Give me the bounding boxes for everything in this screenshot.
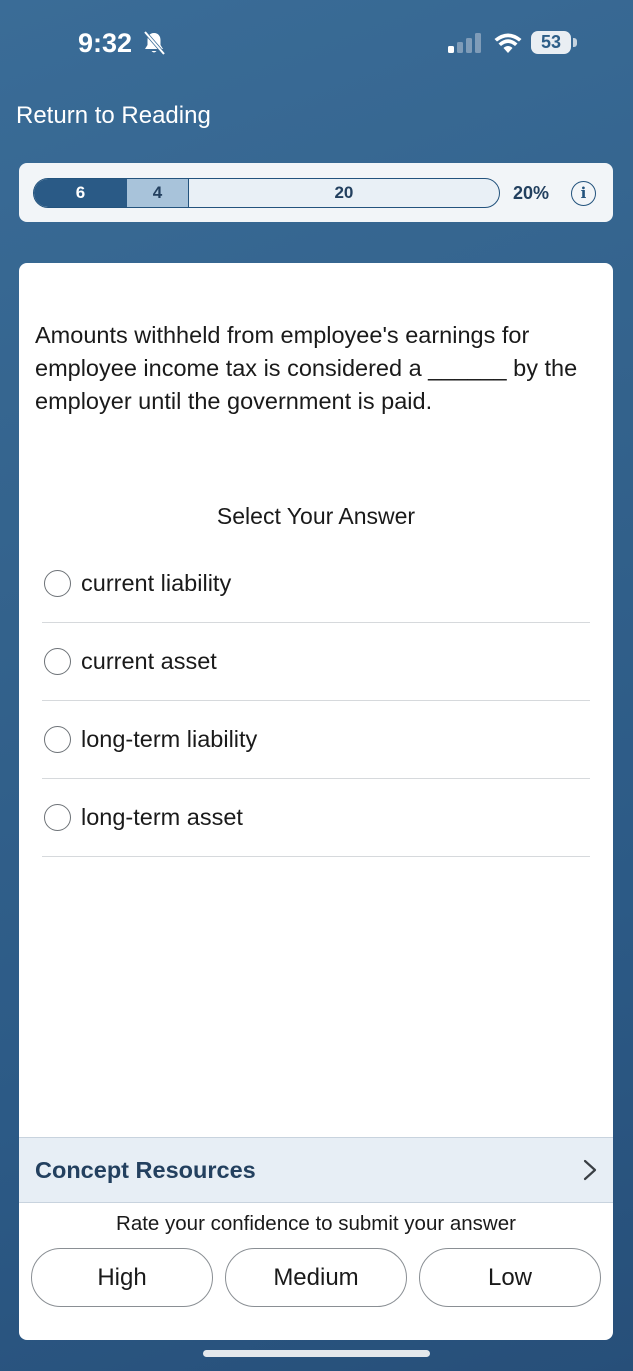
status-time: 9:32 — [78, 28, 133, 58]
answer-option-label: current liability — [81, 570, 232, 596]
concept-resources-label: Concept Resources — [35, 1156, 256, 1183]
select-answer-heading: Select Your Answer — [216, 503, 416, 529]
wifi-icon — [494, 32, 522, 54]
correct-count: 6 — [75, 183, 86, 202]
confidence-medium-button[interactable]: Medium — [225, 1248, 407, 1307]
answer-option-label: long-term liability — [81, 726, 258, 752]
bell-slash-icon — [142, 30, 166, 56]
confidence-low-button[interactable]: Low — [419, 1248, 601, 1307]
battery-icon: 53 — [531, 31, 571, 54]
confidence-high-button[interactable]: High — [31, 1248, 213, 1307]
battery-cap — [573, 38, 577, 47]
question-card — [19, 263, 613, 1340]
concept-resources-row[interactable] — [19, 1137, 613, 1203]
progress-remaining-segment — [189, 179, 499, 207]
progress-percent: 20% — [513, 183, 550, 203]
incorrect-count: 4 — [152, 183, 163, 202]
confidence-buttons — [31, 1248, 601, 1308]
progress-incorrect-segment — [127, 179, 189, 207]
remaining-count: 20 — [334, 183, 354, 202]
question-text: Amounts withheld from employee's earnings for employee income tax is considered a ______ by the employer until the government is paid. — [35, 322, 578, 414]
answer-option[interactable] — [42, 623, 590, 701]
answer-option[interactable] — [42, 779, 590, 857]
answer-options — [42, 545, 590, 857]
confidence-prompt: Rate your confidence to submit your answer — [116, 1212, 516, 1235]
status-bar — [0, 0, 633, 88]
progress-bar — [33, 178, 500, 208]
info-icon[interactable]: i — [571, 181, 596, 206]
progress-correct-segment — [34, 179, 127, 207]
radio-button-icon[interactable] — [44, 726, 71, 753]
return-to-reading-link[interactable]: Return to Reading — [16, 102, 211, 129]
radio-button-icon[interactable] — [44, 804, 71, 831]
cellular-signal-icon — [448, 33, 482, 53]
progress-card — [19, 163, 613, 222]
answer-option[interactable] — [42, 545, 590, 623]
chevron-right-icon — [583, 1159, 597, 1181]
answer-option-label: current asset — [81, 648, 217, 674]
radio-button-icon[interactable] — [44, 648, 71, 675]
radio-button-icon[interactable] — [44, 570, 71, 597]
answer-option-label: long-term asset — [81, 804, 243, 830]
answer-option[interactable] — [42, 701, 590, 779]
home-indicator[interactable] — [203, 1350, 430, 1357]
